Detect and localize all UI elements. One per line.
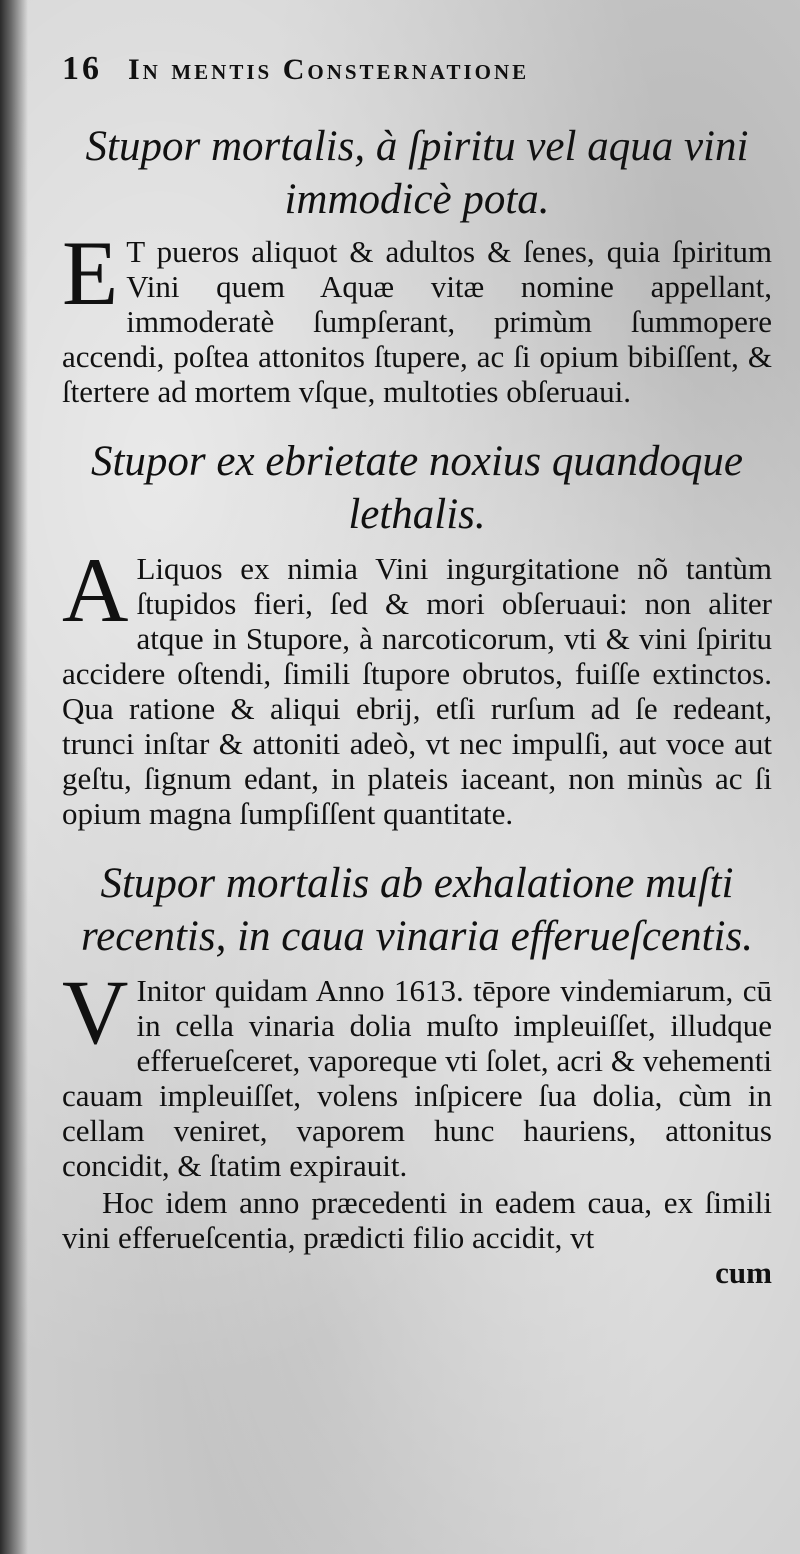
section-heading-3: Stupor mortalis ab exhalatione muſti recentis, in caua vinaria efferueſcentis. <box>81 860 753 960</box>
section-body-1 <box>62 222 772 409</box>
page-number: 16 <box>62 50 102 87</box>
drop-cap-2: A <box>62 539 129 641</box>
drop-cap-1: E <box>62 222 119 324</box>
section-heading-1: Stupor mortalis, à ſpiritu vel aqua vini immodicè pota. <box>85 123 749 223</box>
drop-cap-3: V <box>62 961 129 1063</box>
section-body-2-text: Liquos ex nimia Vini ingurgitatione nõ tantùm ſtupidos fieri, ſed & mori obſeruaui: non aliter atque in Stupore, à narcoticorum, vti & vini ſpiritu accidere oſtendi, ſimili ſtupore obrutos, fuiſſe extinctos. Qua ratione & aliqui ebrij, etſi rurſum ad ſe redeant, trunci inſtar & attoniti adeò, vt nec impulſi, aut voce aut geſtu, ſignum edant, in plateis iaceant, non minùs ac ſi opium magna ſumpſiſſent quantitate. <box>62 551 772 831</box>
running-head-title: In mentis Consternatione <box>128 53 530 86</box>
section-heading-2: Stupor ex ebrietate noxius quandoque lethalis. <box>90 438 744 538</box>
section-body-3-text: Initor quidam Anno 1613. tēpore vindemiarum, cū in cella vinaria dolia muſto impleuiſſet, illudque efferueſceret, vaporeque vti ſolet, acri & vehementi cauam impleuiſſet, volens inſpicere ſua dolia, cùm in cellam veniret, vaporem hunc hauriens, attonitus concidit, & ſtatim expirauit. <box>62 973 772 1183</box>
catchword: cum <box>715 1255 772 1290</box>
page-binding-shadow <box>0 0 28 1554</box>
section-body-1-text: T pueros aliquot & adultos & ſenes, quia ſpiritum Vini quem Aquæ vitæ nomine appellant, immoderatè ſumpſerant, primùm ſummopere accendi, poſtea attonitos ſtupere, ac ſi opium bibiſſent, & ſtertere ad mortem vſque, multoties obſeruaui. <box>62 234 772 409</box>
section-body-3 <box>62 961 772 1183</box>
running-head <box>62 50 772 110</box>
section-body-2 <box>62 539 772 831</box>
page-content <box>62 50 772 1290</box>
section-body-3-continuation: Hoc idem anno præcedenti in eadem caua, ex ſimili vini efferueſcentia, prædicti filio accidit, vt <box>62 1185 772 1255</box>
